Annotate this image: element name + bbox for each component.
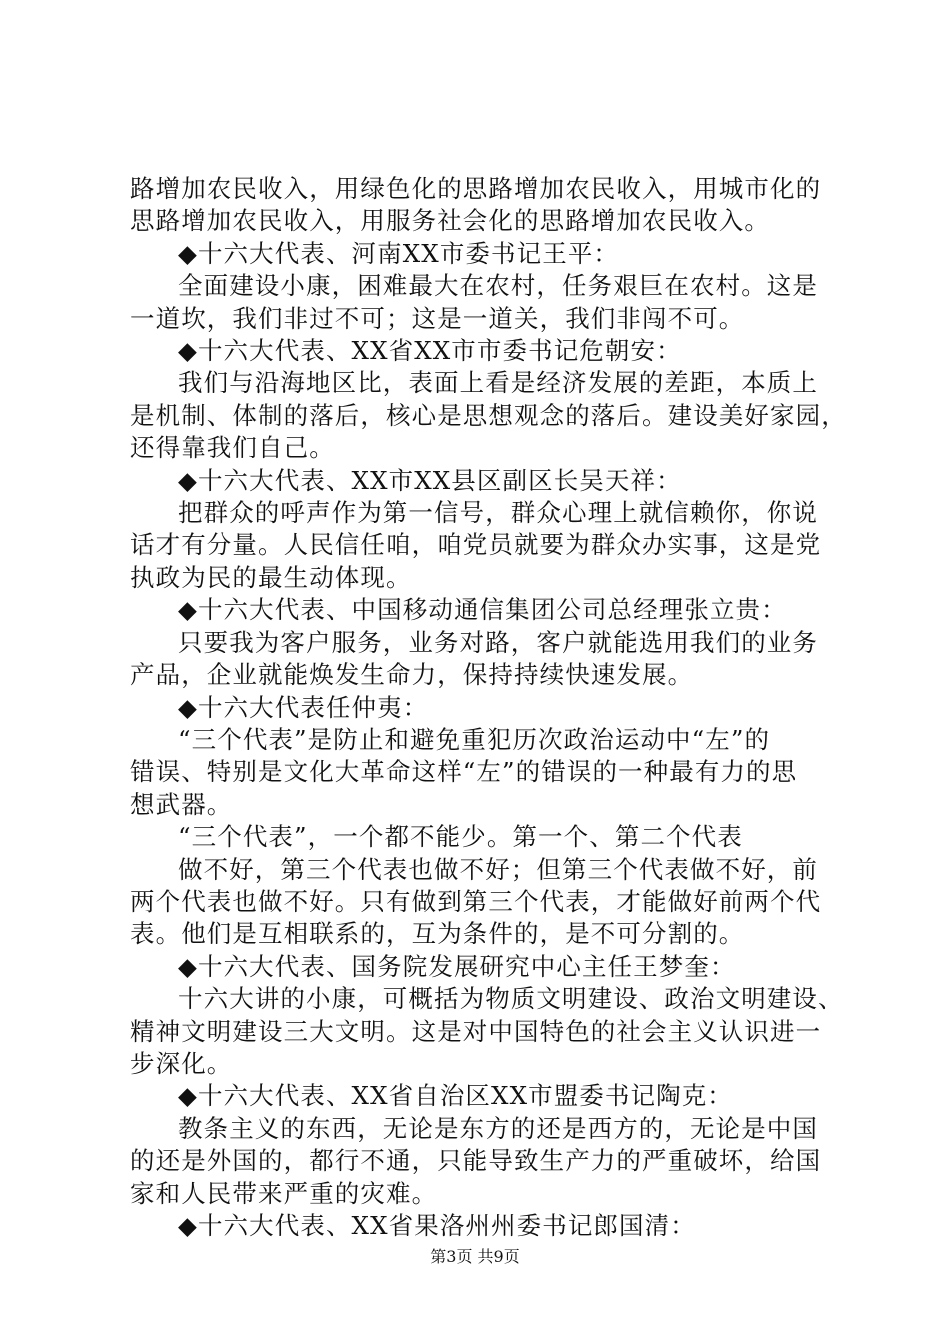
text-line: 产品，企业就能焕发生命力，保持持续快速发展。 <box>130 660 694 690</box>
text-line: 步深化。 <box>130 1048 233 1078</box>
text-line: 表。他们是互相联系的，互为条件的，是不可分割的。 <box>130 919 745 949</box>
text-line: 的还是外国的，都行不通，只能导致生产力的严重破坏，给国 <box>130 1146 822 1176</box>
text-line: ◆十六大代表、XX省果洛州州委书记郎国清： <box>178 1211 696 1240</box>
text-line: 思路增加农民收入，用服务社会化的思路增加农民收入。 <box>130 206 770 236</box>
text-line: 做不好，第三个代表也做不好；但第三个代表做不好，前 <box>178 854 818 884</box>
text-line: 精神文明建设三大文明。这是对中国特色的社会主义认识进一 <box>130 1016 822 1046</box>
text-line: ◆十六大代表、河南XX市委书记王平： <box>178 238 620 268</box>
document-body <box>130 173 847 1242</box>
text-line: 还得靠我们自己。 <box>130 433 335 463</box>
text-line: 全面建设小康，困难最大在农村，任务艰巨在农村。这是 <box>178 271 818 301</box>
text-line: 错误、特别是文化大革命这样“左”的错误的一种最有力的思 <box>130 757 798 787</box>
text-line: “三个代表”是防止和避免重犯历次政治运动中“左”的 <box>178 724 771 754</box>
text-line: 家和人民带来严重的灾难。 <box>130 1178 438 1208</box>
text-line: 执政为民的最生动体现。 <box>130 562 412 592</box>
text-line: 把群众的呼声作为第一信号，群众心理上就信赖你，你说 <box>178 498 818 528</box>
text-line: 是机制、体制的落后，核心是思想观念的落后。建设美好家园， <box>130 400 847 430</box>
text-line: ◆十六大代表、XX市XX县区副区长吴天祥： <box>178 465 682 495</box>
text-line: ◆十六大代表、中国移动通信集团公司总经理张立贵： <box>178 595 787 625</box>
text-line: 十六大讲的小康，可概括为物质文明建设、政治文明建设、 <box>178 984 844 1014</box>
page-footer: 第3页 共9页 <box>430 1247 520 1266</box>
text-line: ◆十六大代表、XX省XX市市委书记危朝安： <box>178 336 682 366</box>
text-line: ◆十六大代表任仲夷： <box>178 692 429 722</box>
text-line: “三个代表”，一个都不能少。第一个、第二个代表 <box>178 822 743 852</box>
text-line: 话才有分量。人民信任咱，咱党员就要为群众办实事，这是党 <box>130 530 822 560</box>
text-line: ◆十六大代表、XX省自治区XX市盟委书记陶克： <box>178 1081 733 1111</box>
text-line: 想武器。 <box>130 789 233 819</box>
text-line: ◆十六大代表、国务院发展研究中心主任王梦奎： <box>178 951 736 981</box>
text-line: 两个代表也做不好。只有做到第三个代表，才能做好前两个代 <box>130 886 822 916</box>
text-line: 教条主义的东西，无论是东方的还是西方的，无论是中国 <box>178 1113 818 1143</box>
text-line: 路增加农民收入，用绿色化的思路增加农民收入，用城市化的 <box>130 174 822 203</box>
text-line: 一道坎，我们非过不可；这是一道关，我们非闯不可。 <box>130 303 745 333</box>
text-line: 我们与沿海地区比，表面上看是经济发展的差距，本质上 <box>178 368 818 398</box>
text-line: 只要我为客户服务，业务对路，客户就能选用我们的业务 <box>178 627 818 657</box>
